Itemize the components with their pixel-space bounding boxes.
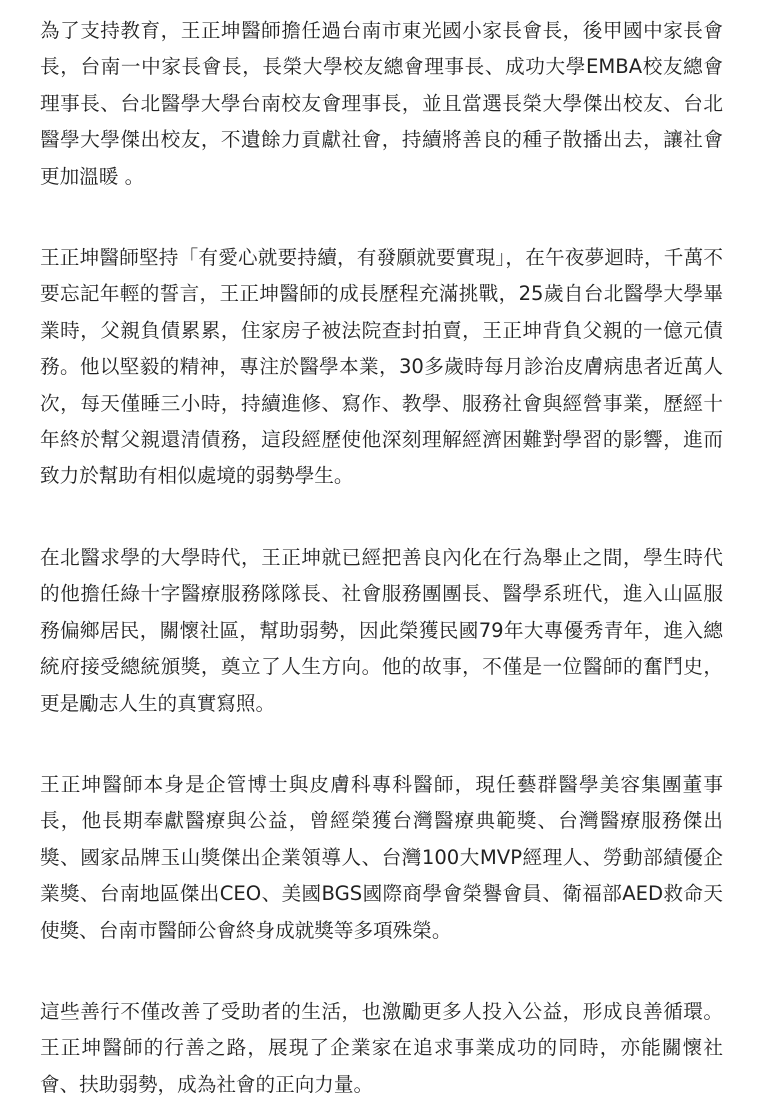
paragraph-conclusion: 這些善行不僅改善了受助者的生活，也激勵更多人投入公益，形成良善循環。王正坤醫師的行善之路，展現了企業家在追求事業成功的同時，亦能關懷社會、扶助弱勢，成為社會的正向力量。 bbox=[40, 999, 723, 1096]
paragraph-awards: 王正坤醫師本身是企管博士與皮膚科專科醫師，現任藝群醫學美容集團董事長，他長期奉獻醫療與公益，曾經榮獲台灣醫療典範獎、台灣醫療服務傑出獎、國家品牌玉山獎傑出企業領導人、台灣100大MVP經理人、勞動部績優企業獎、台南地區傑出CEO、美國BGS國際商學會榮譽會員、衛福部AED救命天使獎、台南市醫師公會終身成就獎等多項殊榮。 bbox=[40, 772, 723, 942]
paragraph-university-years: 在北醫求學的大學時代，王正坤就已經把善良內化在行為舉止之間，學生時代的他擔任綠十字醫療服務隊隊長、社會服務團團長、醫學系班代，進入山區服務偏鄉居民，關懷社區，幫助弱勢，因此榮獲民國79年大專優秀青年，進入總統府接受總統頒獎，奠立了人生方向。他的故事，不僅是一位醫師的奮鬥史，更是勵志人生的真實寫照。 bbox=[40, 545, 723, 715]
paragraph-growth-story: 王正坤醫師堅持「有愛心就要持續，有發願就要實現」，在午夜夢迴時，千萬不要忘記年輕的誓言，王正坤醫師的成長歷程充滿挑戰，25歲自台北醫學大學畢業時，父親負債累累，住家房子被法院查封拍賣，王正坤背負父親的一億元債務。他以堅毅的精神，專注於醫學本業，30多歲時每月診治皮膚病患者近萬人次，每天僅睡三小時，持續進修、寫作、教學、服務社會與經營事業，歷經十年終於幫父親還清債務，這段經歷使他深刻理解經濟困難對學習的影響，進而致力於幫助有相似處境的弱勢學生。 bbox=[40, 246, 723, 488]
paragraph-education-roles: 為了支持教育，王正坤醫師擔任過台南市東光國小家長會長，後甲國中家長會長，台南一中家長會長，長榮大學校友總會理事長、成功大學EMBA校友總會理事長、台北醫學大學台南校友會理事長，並且當選長榮大學傑出校友、台北醫學大學傑出校友，不遺餘力貢獻社會，持續將善良的種子散播出去，讓社會更加溫暖 。 bbox=[40, 19, 723, 188]
